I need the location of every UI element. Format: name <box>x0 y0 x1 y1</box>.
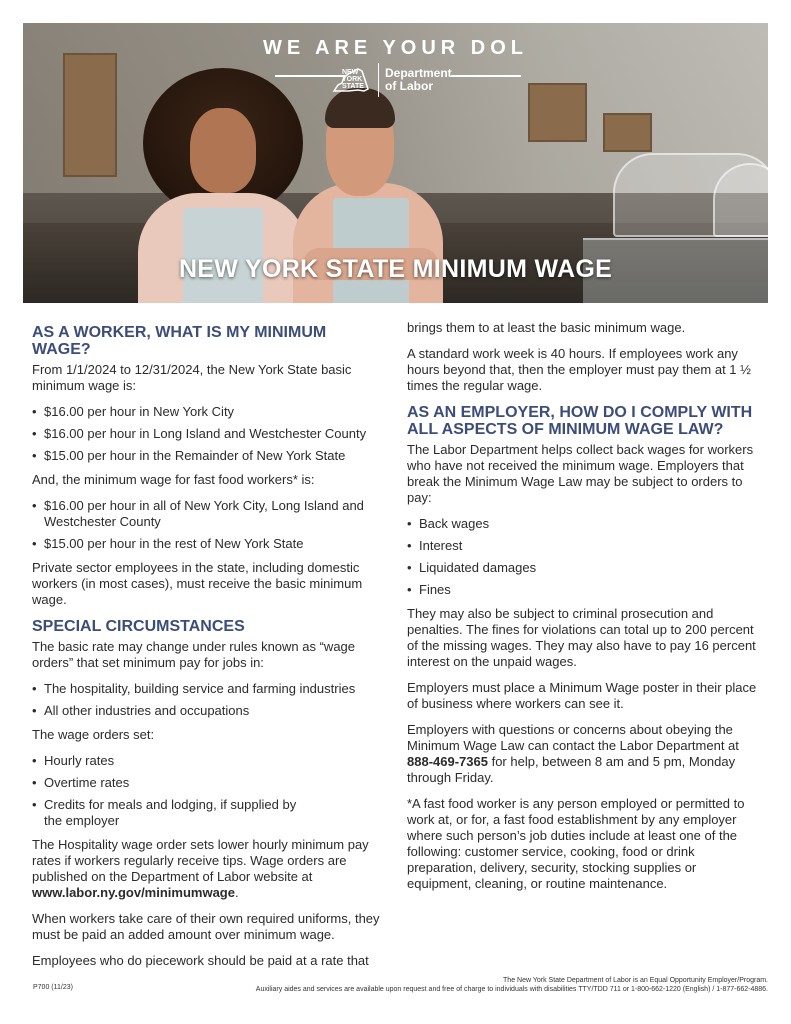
list-item: • Overtime rates <box>32 775 384 791</box>
paragraph: Employers must place a Minimum Wage poster in their place of business where workers can see it. <box>407 680 757 711</box>
contact-phone-number[interactable]: 888-469-7365 <box>407 754 488 769</box>
footnote-fast-food-definition: *A fast food worker is any person employed or permitted to work at, or for, a fast food establishment by any employer where such person’s job duties include at least one of the following: customer service, cooking, food or drink preparation, delivery, security, stocking supplies or equipment, cleaning, or routine maintenance. <box>407 796 745 891</box>
list-item: • Interest <box>407 538 759 554</box>
paragraph: Employees who do piecework should be paid at a rate that <box>32 953 369 968</box>
paragraph-hospitality <box>32 837 384 901</box>
wage-orders-list <box>32 753 384 829</box>
paragraph-text: The Hospitality wage order sets lower hourly minimum pay rates if workers regularly receive tips. Wage orders are published on the Department of Labor website at <box>32 837 369 884</box>
logo-department <box>385 67 452 93</box>
paragraph: The wage orders set: <box>32 727 155 742</box>
industries-list <box>32 681 384 719</box>
nys-dol-logo <box>328 63 452 97</box>
paragraph: When workers take care of their own required uniforms, they must be paid an added amount over minimum wage. <box>32 911 380 942</box>
list-item: • $16.00 per hour in Long Island and Westchester County <box>32 426 384 442</box>
hero-tagline: WE ARE YOUR DOL <box>262 37 528 59</box>
heading-worker-minimum-wage: AS A WORKER, WHAT IS MY MINIMUM WAGE? <box>32 324 327 358</box>
right-column <box>407 320 759 902</box>
paragraph: From 1/1/2024 to 12/31/2024, the New York State basic minimum wage is: <box>32 362 352 393</box>
paragraph: A standard work week is 40 hours. If employees work any hours beyond that, then the employer must pay them at 1 ½ times the regular wage. <box>407 346 751 393</box>
list-item: • Credits for meals and lodging, if supplied by the employer <box>32 797 314 829</box>
publication-code: P700 (11/23) <box>33 984 73 991</box>
minimum-wage-website-link[interactable]: www.labor.ny.gov/minimumwage <box>32 885 235 900</box>
logo-dept-line2: of Labor <box>385 79 433 93</box>
footer-notice <box>256 976 768 994</box>
hero-shelf <box>63 53 117 177</box>
paragraph-end: . <box>234 885 239 900</box>
logo-rule-right <box>451 75 521 77</box>
nys-map-icon <box>328 65 372 95</box>
list-item: • Liquidated damages <box>407 560 759 576</box>
paragraph: The Labor Department helps collect back wages for workers who have not received the minimum wage. Employers that break the Minimum Wage Law may be subject to orders to pay: <box>407 442 754 505</box>
penalties-list <box>407 516 759 598</box>
list-item: • Fines <box>407 582 759 598</box>
paragraph: brings them to at least the basic minimum wage. <box>407 320 686 335</box>
list-item: • $15.00 per hour in the Remainder of New York State <box>32 448 384 464</box>
logo-dept-line1: Department <box>385 66 452 80</box>
list-item: • Hourly rates <box>32 753 384 769</box>
hero-shelf <box>528 83 587 142</box>
list-item: • $15.00 per hour in the rest of New York State <box>32 536 384 552</box>
list-item: • All other industries and occupations <box>32 703 384 719</box>
paragraph: And, the minimum wage for fast food workers* is: <box>32 472 315 487</box>
list-item: • Back wages <box>407 516 759 532</box>
paragraph-contact <box>407 722 759 786</box>
logo-state-text: NEW YORK STATE <box>342 69 364 90</box>
paragraph: They may also be subject to criminal prosecution and penalties. The fines for violations can total up to 200 percent of the missing wages. They may also have to pay 16 percent interest on the unpaid wages. <box>407 606 756 669</box>
photo-woman-face <box>190 108 256 193</box>
logo-divider <box>378 63 379 97</box>
hero-shelf <box>603 113 652 152</box>
paragraph-text: Employers with questions or concerns about obeying the Minimum Wage Law can contact the Labor Department at <box>407 722 739 753</box>
footer-eeo-line: The New York State Department of Labor is an Equal Opportunity Employer/Program. <box>503 977 768 984</box>
paragraph-end: for help, between 8 am and 5 pm, Monday through Friday. <box>407 754 736 785</box>
list-item: • $16.00 per hour in New York City <box>32 404 384 420</box>
paragraph: The basic rate may change under rules known as “wage orders” that set minimum pay for jobs in: <box>32 639 356 670</box>
footer-accessibility-line: Auxiliary aides and services are available upon request and free of charge to individuals with disabilities TTY/TDD 711 or 1-800-662-1220 (English) / 1-877-662-4886. <box>255 986 768 993</box>
paragraph: Private sector employees in the state, including domestic workers (in most cases), must receive the basic minimum wage. <box>32 560 363 607</box>
heading-special-circumstances: SPECIAL CIRCUMSTANCES <box>32 618 245 635</box>
fast-food-wage-list <box>32 498 384 552</box>
list-item: • $16.00 per hour in all of New York City, Long Island and Westchester County <box>32 498 384 530</box>
list-item: • The hospitality, building service and farming industries <box>32 681 384 697</box>
hero-banner <box>23 23 768 303</box>
page-title: NEW YORK STATE MINIMUM WAGE <box>178 255 613 283</box>
left-column <box>32 320 384 979</box>
minimum-wage-list <box>32 404 384 464</box>
heading-employer-compliance: AS AN EMPLOYER, HOW DO I COMPLY WITH ALL ASPECTS OF MINIMUM WAGE LAW? <box>407 404 753 438</box>
